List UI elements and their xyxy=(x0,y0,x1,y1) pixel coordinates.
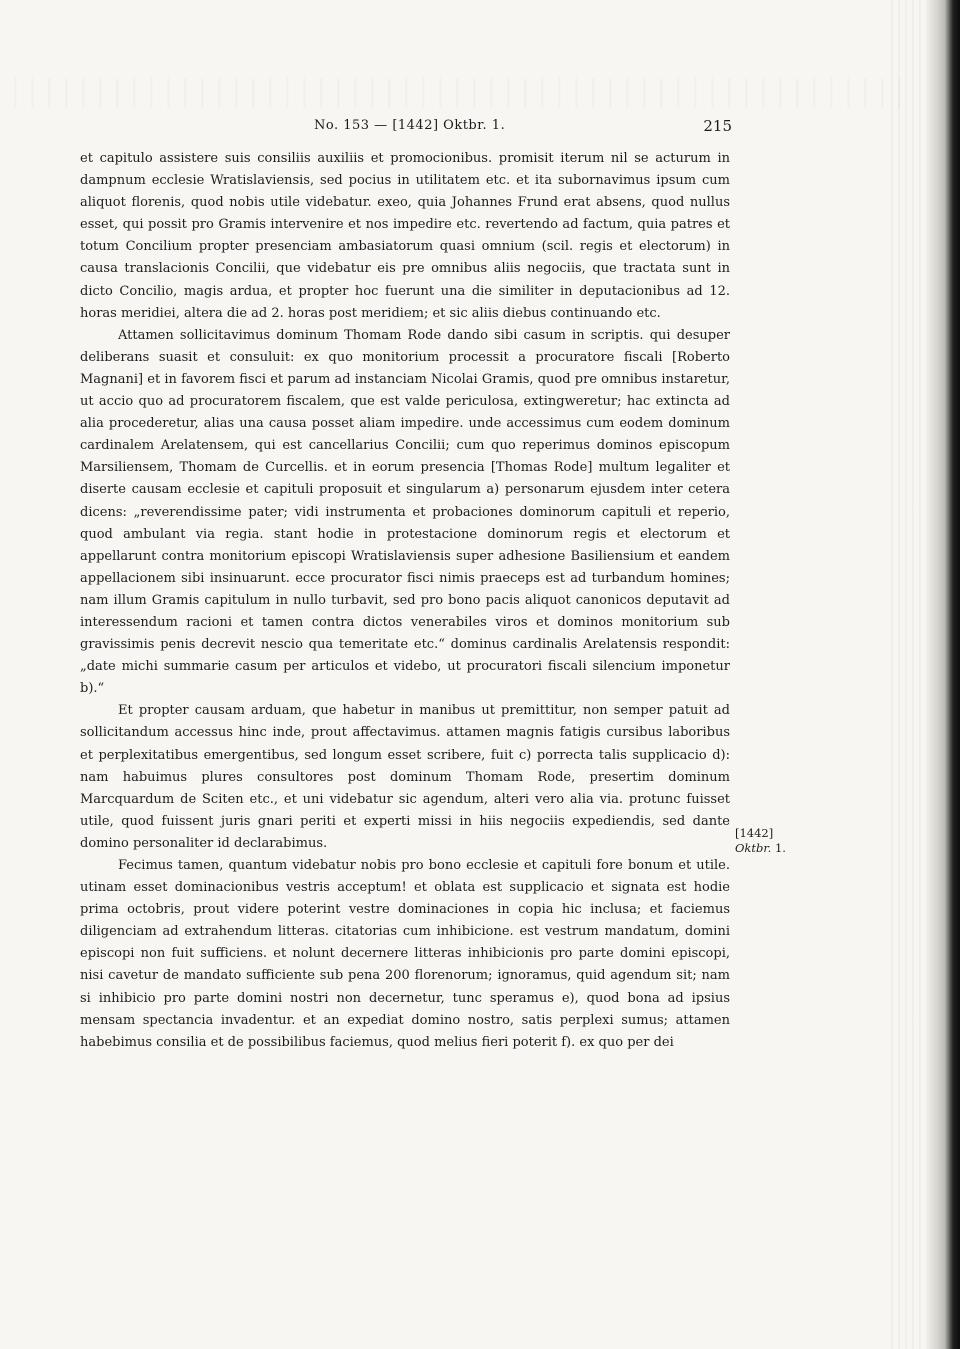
book-binding-edge xyxy=(926,0,960,1349)
running-head: No. 153 — [1442] Oktbr. 1. xyxy=(314,118,506,133)
paragraph-3: Et propter causam arduam, que habetur in manibus ut premittitur, non semper patuit ad sollicitandum accessus hinc inde, prout affectavimus. attamen magnis fatigis cursibus laboribus et perplexitatibus emergentibus, sed longum esset scribere, fuit c) porrecta talis supplicacio d): nam habuimus plures consultores post dominum Thomam Rode, presertim dominum Marcquardum de Sciten etc., et uni videbatur sic agendum, alteri vero alia via. protunc fuisset utile, quod fuissent juris gnari periti et experti missi in hiis negociis expediendis, sed dante domino personaliter id declarabimus. xyxy=(80,703,730,851)
margin-date-note xyxy=(735,826,786,856)
paragraph-2: Attamen sollicitavimus dominum Thomam Rode dando sibi casum in scriptis. qui desuper deliberans suasit et consuluit: ex quo monitorium processit a procuratore fiscali [Roberto Magnani] et in favorem fisci et parum ad instanciam Nicolai Gramis, quod pre omnibus instaretur, ut accio quo ad procuratorem fiscalem, que est valde periculosa, extingweretur; hac extincta ad alia procederetur, alias una causa posset aliam impedire. unde accessimus cum eodem dominum cardinalem Arelatensem, qui est cancellarius Concilii; cum quo reperimus dominos episcopum Marsiliensem, Thomam de Curcellis. et in eorum presencia [Thomas Rode] multum legaliter et diserte causam ecclesie et capituli proposuit et singularum a) personarum ejusdem inter cetera dicens: „reverendissime pater; vidi instrumenta et probaciones dominorum capituli et reperio, quod ambulant via regia. stant hodie in protestacione dominorum regis et electorum et appellarunt contra monitorium episcopi Wratislaviensis super adhesione Basiliensium et eandem appellacionem sibi insinuarunt. ecce procurator fisci nimis praeceps est ad turbandum homines; nam illum Gramis capitulum in nullo turbavit, sed pro bono pacis aliquot canonicos deputavit ad interessendum racioni et tamen contra dictos venerabiles viros et dominos monitorium sub gravissimis penis decrevit nescio qua temeritate etc.“ dominus cardinalis Arelatensis respondit: „date michi summarie casum per articulos et videbo, ut procuratori fiscali silencium imponetur b).“ xyxy=(80,327,730,697)
paragraph-1: et capitulo assistere suis consiliis auxiliis et promocionibus. promisit iterum nil se acturum in dampnum ecclesie Wratislaviensis, sed pocius in utilitatem etc. et ita subornavimus ipsum cum aliquot florenis, quod nobis utile videbatur. exeo, quia Johannes Frund erat absens, quod nullus esset, qui possit pro Gramis intervenire et nos impedire etc. revertendo ad factum, quia patres et totum Concilium propter presenciam ambasiatorum quasi omnium (scil. regis et electorum) in causa translacionis Concilii, que videbatur eis pre omnibus aliis negociis, que tractata sunt in dicto Concilio, magis ardua, et propter hoc fuerunt una die similiter in deputacionibus ad 12. horas meridiei, altera die ad 2. horas post meridiem; et sic aliis diebus continuando etc. xyxy=(80,151,730,321)
page-number: 215 xyxy=(703,117,732,135)
text-body xyxy=(80,148,730,1054)
margin-note-day: 1. xyxy=(774,841,786,855)
scan-noise xyxy=(0,78,900,108)
paragraph-4: Fecimus tamen, quantum videbatur nobis pro bono ecclesie et capituli fore bonum et utile. utinam esset dominacionibus vestris acceptum! et oblata est supplicacio et signata est hodie prima octobris, prout videre poterint vestre dominaciones in copia hic inclusa; et faciemus diligenciam ad extrahendum litteras. citatorias cum inhibicione. est vestrum mandatum, domini episcopi non fuit sufficiens. et nolunt decernere litteras inhibicionis pro parte domini episcopi, nisi cavetur de mandato sufficiente sub pena 200 florenorum; ignoramus, quid agendum sit; nam si inhibicio pro parte domini nostri non decernetur, tunc speramus e), quod bona ad ipsius mensam spectancia invadentur. et an expediat domino nostro, satis perplexi sumus; attamen habebimus consilia et de possibilibus faciemus, quod melius fieri poterit f). ex quo per dei xyxy=(80,858,730,1050)
margin-note-month: Oktbr. xyxy=(735,841,772,855)
page-header xyxy=(80,118,732,138)
margin-note-year: [1442] xyxy=(735,826,774,840)
